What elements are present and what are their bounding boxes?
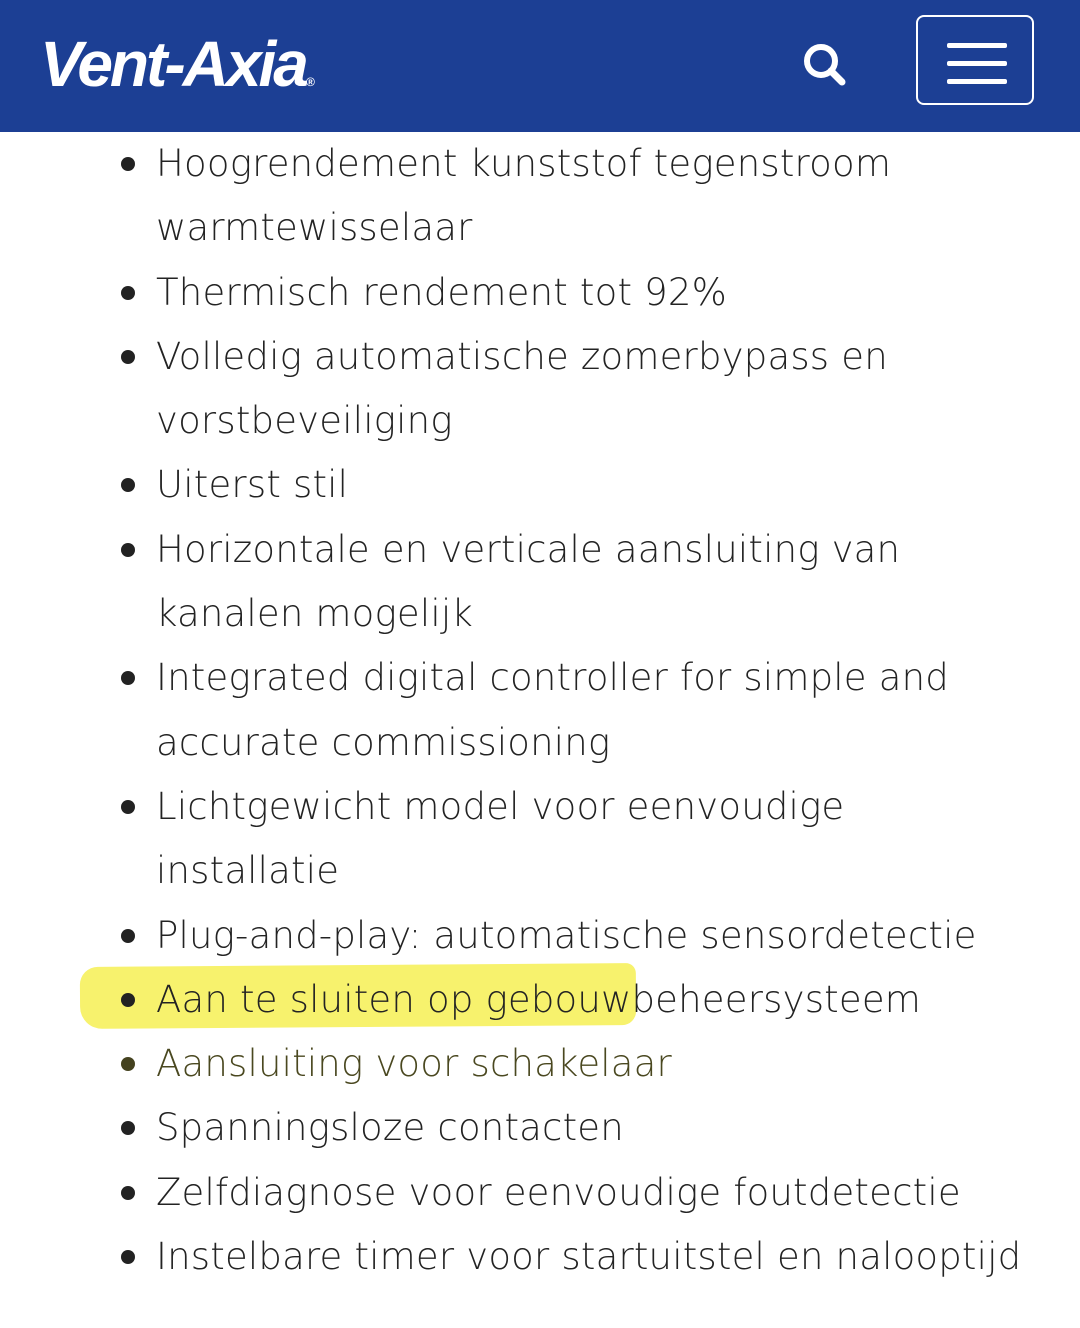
list-item [0,453,1080,517]
list-item [0,132,1080,261]
list-item-text: Hoogrendement kunststof tegenstroom warmtewisselaar [156,142,892,250]
list-item-text: Integrated digital controller for simple and accurate commissioning [156,656,949,764]
bullet-icon [121,478,135,492]
main-content [0,132,1080,1328]
list-item [0,1161,1080,1225]
logo-text: Vent-Axia [40,28,306,100]
list-item [0,1225,1080,1289]
bullet-icon [121,1057,135,1071]
list-item [0,325,1080,454]
list-item [0,1096,1080,1160]
bullet-icon [121,800,135,814]
registered-mark: ® [305,75,315,89]
menu-button[interactable] [916,15,1034,105]
list-item-text: Spanningsloze contacten [156,1106,624,1150]
bullet-icon [121,671,135,685]
list-item-text: Plug-and-play: automatische sensordetectie [156,913,977,957]
list-item [0,904,1080,968]
list-item-text: Aansluiting voor schakelaar [156,1042,672,1086]
list-item-text: Zelfdiagnose voor eenvoudige foutdetectie [156,1170,961,1214]
list-item [0,261,1080,325]
list-item [0,518,1080,647]
search-icon [796,36,856,96]
list-item-text: Lichtgewicht model voor eenvoudige installatie [156,784,845,893]
list-item-text: Aan te sluiten op gebouwbeheersysteem [156,977,922,1021]
bullet-icon [121,1121,135,1135]
hamburger-menu-icon [947,43,1007,48]
list-item-text: Instelbare timer voor startuitstel en nalooptijd [156,1235,1022,1279]
bullet-icon [121,1250,135,1264]
list-item-text: Volledig automatische zomerbypass en vorstbeveiliging [156,334,888,443]
list-item [0,968,1080,1032]
search-button[interactable] [796,36,856,96]
site-header [0,0,1080,132]
bullet-icon [121,993,135,1007]
list-item [0,775,1080,904]
bullet-icon [121,286,135,300]
hamburger-menu-icon [947,61,1007,66]
feature-list [0,132,1080,1289]
hamburger-menu-icon [947,79,1007,84]
bullet-icon [121,157,135,171]
list-item [0,646,1080,775]
bullet-icon [121,1186,135,1200]
bullet-icon [121,543,135,557]
list-item-text: Thermisch rendement tot 92% [156,270,727,314]
list-item-text: Horizontale en verticale aansluiting van kanalen mogelijk [156,527,901,636]
bullet-icon [121,350,135,364]
vent-axia-logo[interactable] [40,24,315,122]
list-item [0,1032,1080,1096]
bullet-icon [121,929,135,943]
list-item-text: Uiterst stil [156,463,349,507]
